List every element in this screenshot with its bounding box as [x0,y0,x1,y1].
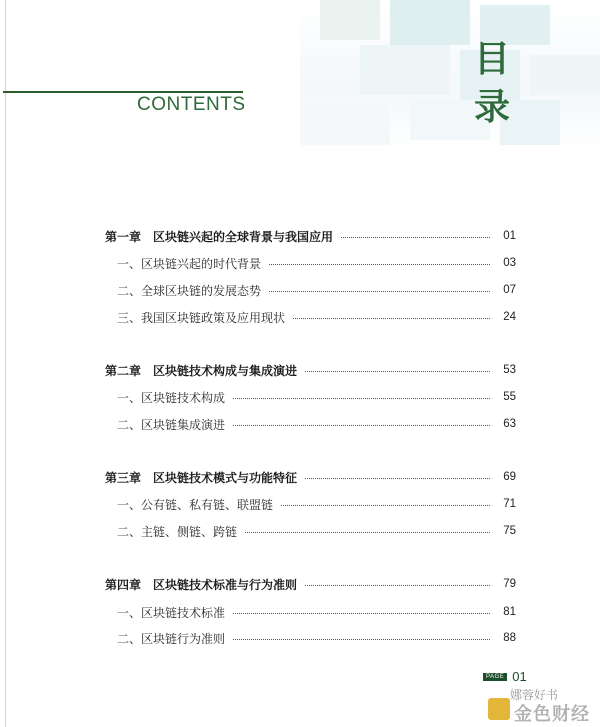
toc-entry-title: 二、主链、侧链、跨链 [117,524,238,539]
toc-chapter-1[interactable] [105,225,516,247]
toc-chapter-4[interactable] [105,573,516,595]
toc-section-2-1[interactable] [105,386,516,408]
toc-page-number: 88 [503,632,516,644]
toc-page-number: 07 [503,284,516,296]
toc-leader-dots [281,505,490,506]
toc-page-number: 69 [503,471,516,483]
chapter-number: 第三章 [105,470,142,485]
chapter-title: 区块链兴起的全球背景与我国应用 [153,229,334,244]
toc-leader-dots [233,613,490,614]
toc-leader-dots [293,318,490,319]
toc-leader-dots [245,532,490,533]
toc-leader-dots [305,371,490,372]
toc-leader-dots [269,291,490,292]
toc-entry-title [105,576,297,593]
chapter-number: 第二章 [105,363,142,378]
watermark-logo-icon [488,698,510,720]
toc-leader-dots [269,264,490,265]
page-left-edge-rule [5,0,6,727]
toc-page-number: 81 [503,606,516,618]
toc-leader-dots [305,585,490,586]
toc-leader-dots [233,639,490,640]
toc-entry-title: 一、区块链技术构成 [117,390,226,405]
toc-chapter-2[interactable] [105,359,516,381]
toc-page-number: 01 [503,230,516,242]
chapter-title: 区块链技术标准与行为准则 [153,577,298,592]
toc-page-number: 53 [503,364,516,376]
watermark-text-1: 娜蓉好书 [510,688,559,702]
toc-leader-dots [341,237,490,238]
toc-entry-title: 二、全球区块链的发展态势 [117,283,262,298]
toc-section-2-2[interactable] [105,413,516,435]
toc-entry-title [105,362,297,379]
chapter-number: 第一章 [105,229,142,244]
toc-entry-title: 一、区块链技术标准 [117,605,226,620]
toc-section-3-1[interactable] [105,493,516,515]
chapter-title: 区块链技术构成与集成演进 [153,363,298,378]
toc-entry-title: 二、区块链行为准则 [117,631,226,646]
mulu-char-1: 目 [474,38,511,80]
toc-section-3-2[interactable] [105,520,516,542]
toc-section-1-3[interactable] [105,306,516,328]
toc-page-number: 55 [503,391,516,403]
toc-section-1-1[interactable] [105,252,516,274]
toc-page-number: 71 [503,498,516,510]
toc-leader-dots [305,478,490,479]
toc-page-number: 24 [503,311,516,323]
toc-entry-title: 一、区块链兴起的时代背景 [117,256,262,271]
watermark-text-2: 金色财经 [514,704,590,725]
chapter-title: 区块链技术模式与功能特征 [153,470,298,485]
toc-page-number: 63 [503,418,516,430]
contents-heading: CONTENTS [137,94,246,115]
page-tag-label: PAGE [483,673,507,681]
toc-page-number: 03 [503,257,516,269]
mulu-heading [474,35,510,131]
header-decorative-squares [300,0,600,150]
toc-entry-title: 二、区块链集成演进 [117,417,226,432]
page-footer [483,669,527,684]
mulu-char-2: 录 [474,86,511,128]
toc-section-1-2[interactable] [105,279,516,301]
toc-leader-dots [233,425,490,426]
toc-leader-dots [233,398,490,399]
page-number: 01 [512,669,527,684]
header-divider-line [3,91,243,93]
toc-page-number: 75 [503,525,516,537]
toc-entry-title: 三、我国区块链政策及应用现状 [117,310,286,325]
toc-page-number: 79 [503,578,516,590]
toc-section-4-2[interactable] [105,627,516,649]
toc-entry-title [105,228,333,245]
toc-entry-title [105,469,297,486]
toc-entry-title: 一、公有链、私有链、联盟链 [117,497,274,512]
chapter-number: 第四章 [105,577,142,592]
toc-chapter-3[interactable] [105,466,516,488]
toc-section-4-1[interactable] [105,601,516,623]
